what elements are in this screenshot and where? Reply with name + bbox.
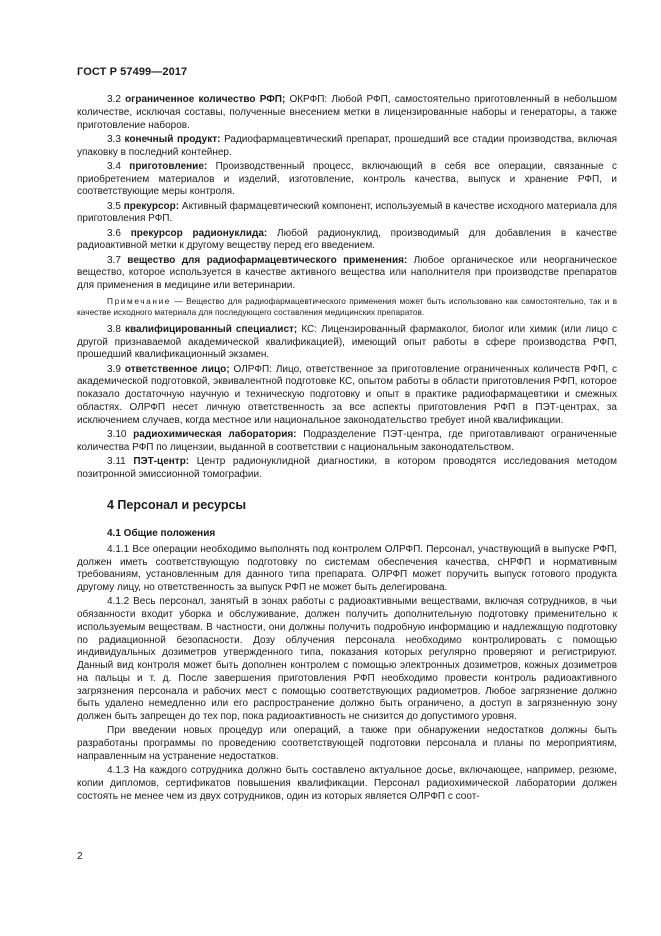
definition-term: ПЭТ-центр: <box>133 455 190 467</box>
definition-item <box>77 134 617 160</box>
definition-text: ОЛРФП: Лицо, ответственное за приготовление ограниченных количеств РФП, с академической подготовкой, эквивалентной подготовке КС, опытом работы в области приготовления РФП, которое показало достаточную научную и техническую подготовку и опыт в практике радиофармацевтики и смежных областях. ОЛРФП несет личную ответственность за все аспекты приготовления РФП в ПЭТ-центрах, за исключением случаев, когда местное или национальное законодательство требует иной квалификации. <box>77 363 617 426</box>
definition-text: КС: Лицензированный фармаколог, биолог или химик (или лицо с другой признаваемой академической квалификацией), имеющий опыт работы в сфере производства РФП, прошедший квалификационный экзамен. <box>77 323 617 361</box>
definition-text: Центр радионуклидной диагностики, в котором проводятся исследования методом позитронной эмиссионной томографии. <box>77 455 617 480</box>
definition-term: прекурсор: <box>123 200 180 212</box>
note <box>77 296 617 319</box>
definition-item <box>77 201 617 227</box>
body-paragraph: 4.1.2 Весь персонал, занятый в зонах работы с радиоактивными веществами, включая сотрудников, в чьи обязанности входит уборка и обслуживание, должен получить дополнительную подготовку применительно к используемым веществам. В частности, они должны получить подробную информацию и надлежащую подготовку по радиационной безопасности. Дозу облучения персонала необходимо контролировать с помощью индивидуальных дозиметров утвержденного типа, показания которых регулярно проверяют и регистрируют. Данный вид контроля может быть дополнен контролем с помощью электронных дозиметров, кожных дозиметров на пальцы и т. д. После завершения приготовления РФП необходимо провести контроль радиоактивного загрязнения персонала и рабочих мест с помощью соответствующих радиометров. Любое загрязнение должно быть удалено немедленно или его распространение должно быть ограничено, а доступ в загрязненную зону должен быть запрещен до тех пор, пока радиоактивность не снизится до допустимого уровня. <box>77 596 617 722</box>
definition-text: Любой радионуклид, производимый для добавления в качестве радиоактивной метки к другому веществу перед его введением. <box>77 227 617 252</box>
document-header: ГОСТ Р 57499—2017 <box>77 66 188 78</box>
definition-item <box>77 161 617 199</box>
definition-term: приготовление: <box>129 160 208 172</box>
definition-text: Подразделение ПЭТ-центра, где приготавливают ограниченные количества РФП по лицензии, выданной в соответствии с национальным законодательством. <box>77 428 617 453</box>
body-paragraph: 4.1.1 Все операции необходимо выполнять под контролем ОЛРФП. Персонал, участвующий в выпуске РФП, должен иметь соответствующую подготовку по системам обеспечения качества, сНРФП и нормативным требованиям, установленным для данного типа препарата. ОЛРФП может поручить выпуск готового продукта другому лицу, но ответственность за выпуск РФП не может быть делегирована. <box>77 543 617 593</box>
definition-number: 3.10 <box>107 428 127 440</box>
definition-item <box>77 255 617 293</box>
definition-term: конечный продукт: <box>124 133 221 145</box>
definition-text: Радиофармацевтический препарат, прошедший все стадии производства, включая упаковку в последний контейнер. <box>77 133 617 158</box>
document-body <box>77 94 617 805</box>
definition-number: 3.6 <box>107 227 121 239</box>
definition-number: 3.2 <box>107 94 121 105</box>
definition-text: Производственный процесс, включающий в себя все операции, связанные с приобретением материалов и изделий, изготовление, контроль качества, выпуск и хранение РФП, и соответствующие меры контроля. <box>77 160 617 198</box>
definition-term: квалифицированный специалист; <box>125 323 298 335</box>
body-paragraph: При введении новых процедур или операций, а также при обнаружении недостатков должны быть разработаны программы по проведению соответствующей подготовки персонала и планы по мероприятиям, направленным на устранение недостатков. <box>77 725 617 762</box>
definition-item <box>77 324 617 362</box>
subsection-title: 4.1 Общие положения <box>107 528 216 539</box>
definition-number: 3.7 <box>107 254 121 266</box>
definition-term: радиохимическая лаборатория: <box>133 428 297 440</box>
definition-item <box>77 429 617 455</box>
definition-item <box>77 364 617 428</box>
definitions-list-2 <box>77 324 617 482</box>
definition-term: ограниченное количество РФП; <box>125 94 286 105</box>
definition-term: ответственное лицо; <box>124 363 230 375</box>
note-label: Примечание <box>107 295 172 306</box>
body-paragraph: 4.1.3 На каждого сотрудника должно быть составлено актуальное досье, включающее, например, резюме, копии дипломов, сертификатов повышения квалификации. Персонал радиохимической лаборатории должен состоять не менее чем из двух сотрудников, один из которых является ОЛРФП с соот- <box>77 765 617 802</box>
note-text: — Вещество для радиофармацевтического применения может быть использовано как самостоятельно, так и в качестве исходного материала для последующего составления медицинских препаратов. <box>77 295 617 318</box>
definition-text: Активный фармацевтический компонент, используемый в качестве исходного материала для приготовления РФП. <box>77 200 618 225</box>
definition-text: ОКРФП: Любой РФП, самостоятельно приготовленный в небольшом количестве, исключая составы, полученные внесением метки в лицензированные наборы и генераторы, а также приготовление наборов. <box>77 94 618 131</box>
definition-text: Любое органическое или неорганическое вещество, которое используется в качестве активного вещества или наполнителя при производстве препаратов для применения в медицине или ветеринарии. <box>77 254 618 291</box>
definition-number: 3.9 <box>107 363 121 375</box>
page-number: 2 <box>77 851 83 862</box>
paragraphs <box>77 544 617 804</box>
definition-item <box>77 94 617 132</box>
definition-number: 3.11 <box>107 455 126 467</box>
definition-number: 3.4 <box>107 160 121 172</box>
definitions-list <box>77 94 617 293</box>
section-title: 4 Персонал и ресурсы <box>107 498 247 513</box>
definition-number: 3.3 <box>107 133 121 145</box>
definition-term: прекурсор радионуклида: <box>130 227 268 239</box>
definition-item <box>77 228 617 254</box>
definition-number: 3.8 <box>107 323 121 335</box>
definition-item <box>77 456 617 482</box>
definition-term: вещество для радиофармацевтического применения: <box>127 254 408 266</box>
definition-number: 3.5 <box>107 200 121 212</box>
